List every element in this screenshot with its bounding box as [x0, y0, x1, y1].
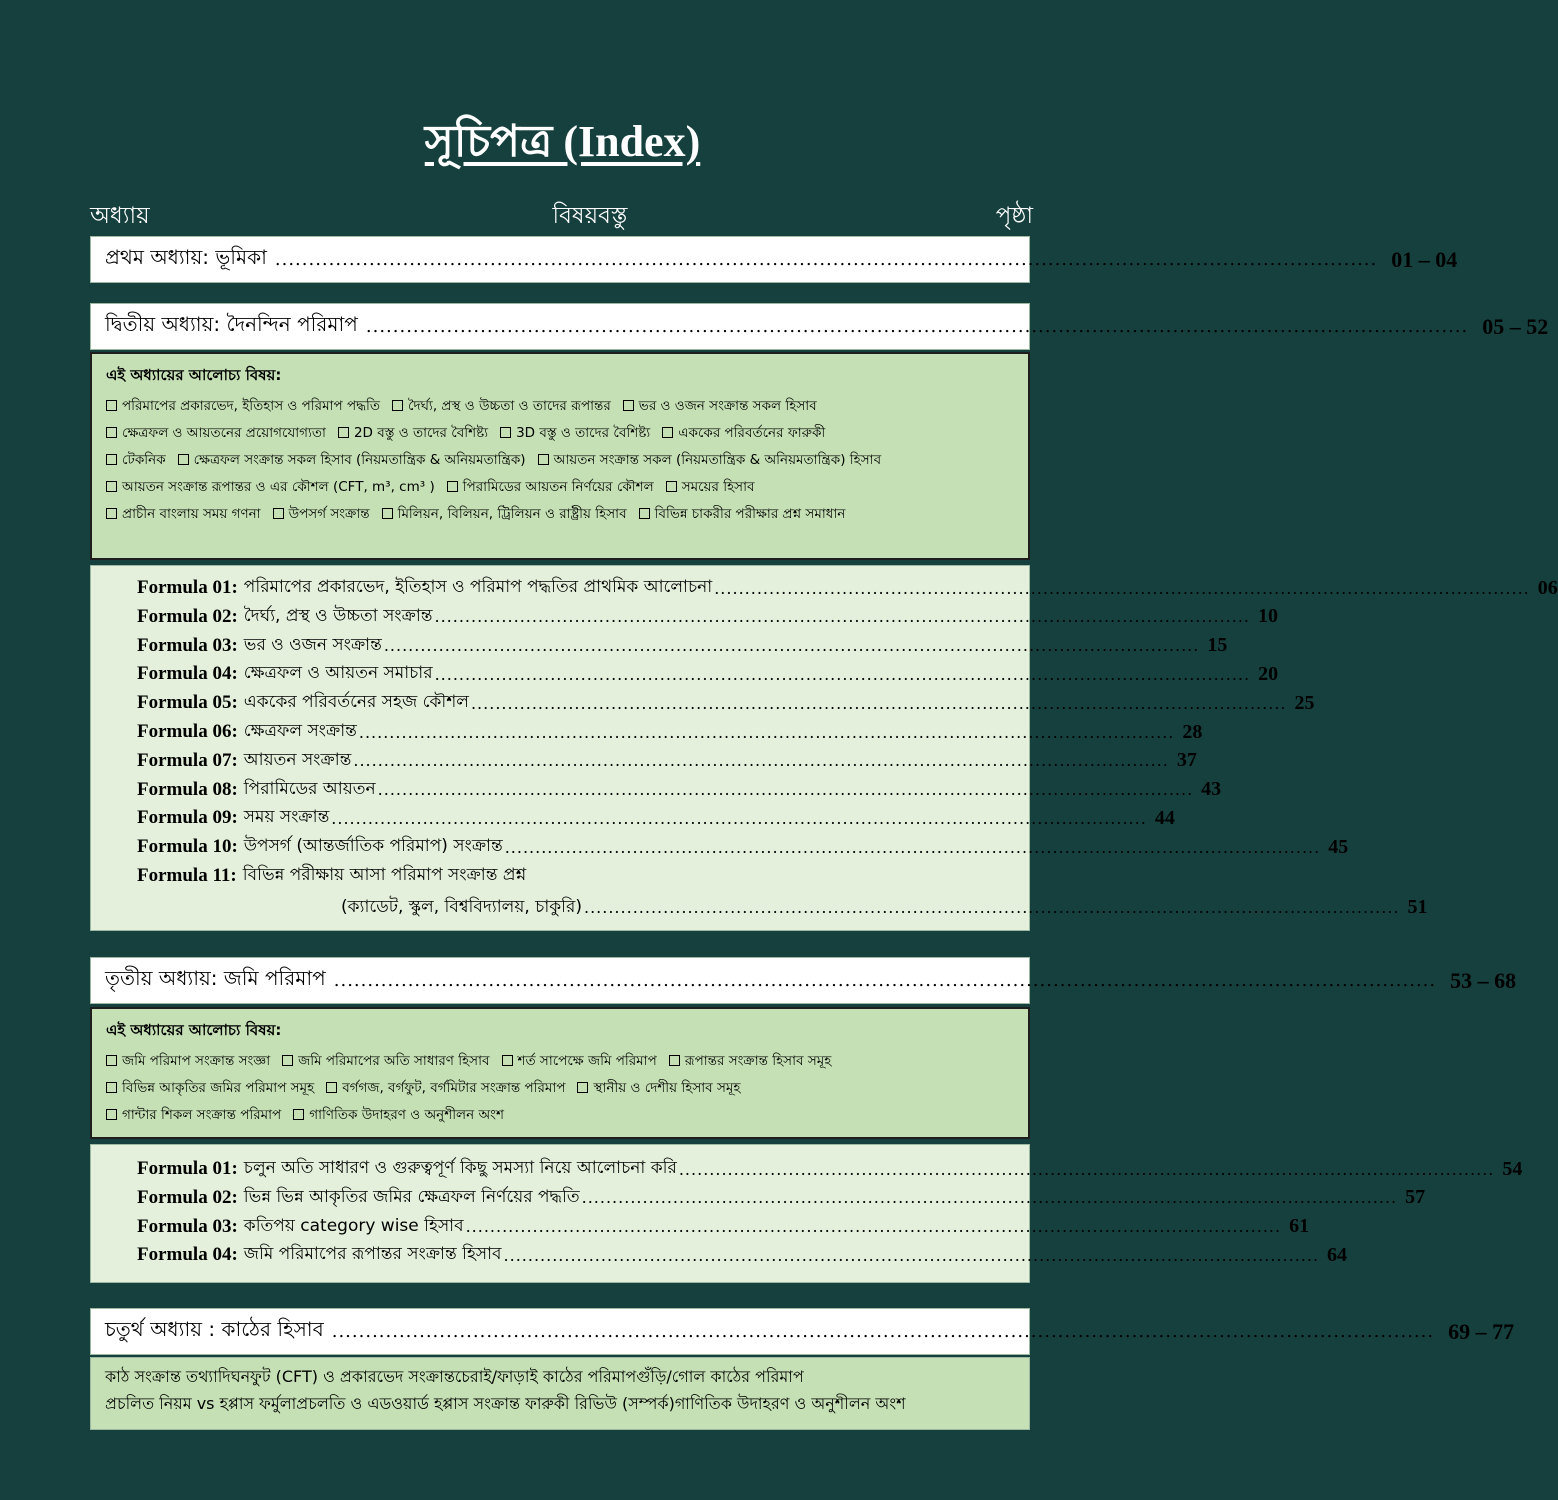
- formula-subtitle: (ক্যাডেট, স্কুল, বিশ্ববিদ্যালয়, চাকুরি): [341, 896, 582, 917]
- checkbox-icon: [502, 1055, 513, 1066]
- checkbox-icon: [273, 508, 284, 519]
- leader-dots: ....................................................................................................................................................................: [274, 249, 1378, 270]
- checkbox-icon: [662, 427, 673, 438]
- chapter-4-row[interactable]: [90, 1308, 1515, 1355]
- topic-item: [639, 506, 846, 522]
- formula-label: Formula 04:: [137, 1244, 238, 1266]
- formula-page: 37: [1176, 749, 1197, 772]
- checkbox-icon: [106, 454, 117, 465]
- topic-item: [669, 1053, 832, 1069]
- topic-text: এককের পরিবর্তনের ফারুকী: [678, 425, 826, 441]
- checkbox-icon: [282, 1055, 293, 1066]
- formula-label: Formula 08:: [137, 778, 238, 800]
- formula-label: Formula 06:: [137, 721, 238, 742]
- formula-page: 57: [1405, 1186, 1426, 1209]
- topic-text: গুঁড়ি/গোল কাঠের পরিমাপ: [636, 1367, 804, 1386]
- formula-label: Formula 07:: [137, 749, 238, 771]
- topic-list: [105, 1364, 1015, 1418]
- leader-dots: ......................................................................................................................................: [584, 898, 1400, 918]
- formula-row[interactable]: [137, 689, 1315, 717]
- formula-page: 43: [1201, 778, 1222, 801]
- leader-dots: ......................................................................................................................................: [504, 837, 1321, 857]
- topic-item: [447, 479, 654, 495]
- topic-item: [662, 425, 825, 441]
- formula-title: উপসর্গ (আন্তর্জাতিক পরিমাপ) সংক্রান্ত: [243, 836, 503, 857]
- leader-dots: ......................................................................................................................................: [353, 751, 1169, 771]
- formula-label: Formula 09:: [137, 807, 238, 829]
- topic-line: [106, 1102, 1014, 1129]
- leader-dots: ......................................................................................................................................: [581, 1188, 1398, 1208]
- checkbox-icon: [623, 400, 634, 411]
- topic-text: শর্ত সাপেক্ষে জমি পরিমাপ: [517, 1053, 657, 1069]
- formula-row[interactable]: [137, 776, 1222, 804]
- topic-item: [106, 479, 435, 495]
- formula-title: ভিন্ন ভিন্ন আকৃতির জমির ক্ষেত্রফল নির্ণয়ের পদ্ধতি: [243, 1186, 580, 1207]
- topics-heading: এই অধ্যায়ের আলোচ্য বিষয়:: [106, 1021, 282, 1039]
- page-title: সূচিপত্র (Index): [424, 117, 701, 166]
- topic-line: [106, 1075, 1014, 1102]
- formula-row[interactable]: [137, 718, 1203, 746]
- formula-row[interactable]: [137, 574, 1558, 602]
- leader-dots: ......................................................................................................................................: [434, 664, 1251, 684]
- formula-title: কতিপয় category wise হিসাব: [243, 1215, 464, 1236]
- topic-item: [106, 425, 326, 441]
- formula-row-continuation[interactable]: [335, 894, 1428, 922]
- topic-line: [106, 474, 1014, 501]
- column-header-chapter: অধ্যায়: [90, 203, 150, 229]
- formula-title: এককের পরিবর্তনের সহজ কৌশল: [243, 692, 469, 713]
- chapter-4-topics: [90, 1357, 1030, 1430]
- formula-title: ক্ষেত্রফল ও আয়তন সমাচার: [243, 663, 433, 684]
- topic-item: [577, 1080, 740, 1096]
- topic-text: বিভিন্ন আকৃতির জমির পরিমাপ সমূহ: [122, 1080, 315, 1096]
- topic-item: [106, 506, 261, 522]
- topic-text: ভর ও ওজন সংক্রান্ত সকল হিসাব: [638, 398, 817, 414]
- topic-line: [106, 393, 1014, 420]
- topic-text: বিভিন্ন চাকরীর পরীক্ষার প্রশ্ন সমাধান: [654, 506, 846, 522]
- chapter-3-title: তৃতীয় অধ্যায়: জমি পরিমাপ: [105, 966, 326, 990]
- chapter-2-title: দ্বিতীয় অধ্যায়: দৈনন্দিন পরিমাপ: [105, 312, 358, 336]
- formula-page: 45: [1328, 835, 1349, 858]
- chapter-1-row[interactable]: [90, 236, 1458, 283]
- formula-page: 64: [1327, 1243, 1348, 1266]
- checkbox-icon: [106, 1082, 117, 1093]
- chapter-4-pages: 69 – 77: [1448, 1318, 1515, 1344]
- formula-page: 20: [1258, 662, 1279, 685]
- checkbox-icon: [178, 454, 189, 465]
- checkbox-icon: [669, 1055, 680, 1066]
- formula-label: Formula 03:: [137, 1215, 238, 1237]
- topic-item: [106, 1080, 314, 1096]
- leader-dots: ......................................................................................................................................: [377, 780, 1194, 800]
- checkbox-icon: [666, 481, 677, 492]
- chapter-2-topics: [90, 352, 1030, 560]
- topic-text: কাঠ সংক্রান্ত তথ্যাদি: [105, 1367, 231, 1386]
- chapter-1-title: প্রথম অধ্যায়: ভূমিকা: [105, 245, 267, 269]
- checkbox-icon: [326, 1082, 337, 1093]
- formula-page: 44: [1154, 806, 1175, 829]
- leader-dots: ......................................................................................................................................: [383, 636, 1200, 656]
- topic-item: [106, 1107, 281, 1123]
- formula-row[interactable]: [137, 632, 1228, 660]
- checkbox-icon: [106, 1055, 117, 1066]
- formula-page: 28: [1182, 720, 1203, 743]
- topic-text: ক্ষেত্রফল সংক্রান্ত সকল হিসাব (নিয়মতান্ত্রিক & অনিয়মতান্ত্রিক): [193, 452, 526, 468]
- formula-row[interactable]: [137, 1213, 1310, 1241]
- leader-dots: ......................................................................................................................................: [358, 722, 1175, 742]
- leader-dots: ......................................................................................................................................: [503, 1245, 1320, 1265]
- formula-title: দৈর্ঘ্য, প্রস্থ ও উচ্চতা সংক্রান্ত: [243, 605, 433, 626]
- formula-row[interactable]: [137, 862, 1017, 890]
- topic-item: [500, 425, 650, 441]
- topic-item: [106, 452, 166, 468]
- topic-item: [538, 452, 882, 468]
- leader-dots: ......................................................................................................................................: [434, 607, 1250, 627]
- topic-text: পরিমাপের প্রকারভেদ, ইতিহাস ও পরিমাপ পদ্ধতি: [122, 398, 381, 414]
- formula-label: Formula 03:: [137, 634, 238, 656]
- formula-label: Formula 11:: [137, 865, 237, 886]
- formula-page: 51: [1407, 896, 1428, 919]
- topic-text: জমি পরিমাপ সংক্রান্ত সংজ্ঞা: [122, 1053, 271, 1069]
- topic-text: টেকনিক: [122, 452, 166, 468]
- topic-item: [231, 1367, 455, 1386]
- topic-line: [106, 420, 1014, 447]
- leader-dots: ......................................................................................................................................: [714, 578, 1530, 598]
- topic-item: [282, 1053, 489, 1069]
- chapter-3-topics: [90, 1007, 1030, 1139]
- leader-dots: ......................................................................................................................................: [470, 693, 1287, 713]
- formula-page: 25: [1294, 691, 1315, 714]
- topic-text: প্রাচীন বাংলায় সময় গণনা: [122, 506, 261, 522]
- topic-text: গান্টার শিকল সংক্রান্ত পরিমাপ: [122, 1107, 282, 1123]
- chapter-2-pages: 05 – 52: [1482, 313, 1549, 339]
- topic-text: রূপান্তর সংক্রান্ত হিসাব সমূহ: [684, 1053, 832, 1069]
- checkbox-icon: [639, 508, 650, 519]
- topic-item: [623, 398, 817, 414]
- checkbox-icon: [106, 508, 117, 519]
- formula-page: 06: [1537, 576, 1558, 599]
- topic-line: [105, 1391, 1015, 1418]
- checkbox-icon: [338, 427, 349, 438]
- leader-dots: ....................................................................................................................................................................: [331, 1321, 1435, 1342]
- checkbox-icon: [106, 1109, 117, 1120]
- checkbox-icon: [293, 1109, 304, 1120]
- checkbox-icon: [382, 508, 393, 519]
- topic-text: মিলিয়ন, বিলিয়ন, ট্রিলিয়ন ও রাষ্ট্রীয় হিসাব: [397, 506, 627, 522]
- topics-heading: এই অধ্যায়ের আলোচ্য বিষয়:: [106, 366, 282, 384]
- column-header-page: পৃষ্ঠা: [995, 203, 1033, 229]
- topic-text: চেরাই/ফাড়াই কাঠের পরিমাপ: [454, 1367, 637, 1386]
- column-header-content: বিষয়বস্তু: [552, 203, 628, 229]
- checkbox-icon: [577, 1082, 588, 1093]
- topic-text: আয়তন সংক্রান্ত রূপান্তর ও এর কৌশল (CFT, m³, cm³ ): [122, 479, 435, 495]
- topic-text: ঘনফুট (CFT) ও প্রকারভেদ সংক্রান্ত: [230, 1367, 455, 1386]
- topic-item: [293, 1107, 504, 1123]
- formula-label: Formula 05:: [137, 692, 238, 714]
- formula-title: ক্ষেত্রফল সংক্রান্ত: [243, 721, 357, 741]
- topic-line: [106, 447, 1014, 474]
- chapter-3-row[interactable]: [90, 957, 1517, 1004]
- topic-text: গাণিতিক উদাহরণ ও অনুশীলন অংশ: [309, 1107, 504, 1123]
- chapter-3-pages: 53 – 68: [1450, 967, 1517, 993]
- formula-page: 10: [1258, 605, 1278, 628]
- topic-item: [273, 506, 370, 522]
- topic-text: জমি পরিমাপের অতি সাধারণ হিসাব: [298, 1053, 490, 1069]
- formula-title: চলুন অতি সাধারণ ও গুরুত্বপূর্ণ কিছু সমস্যা নিয়ে আলোচনা করি: [243, 1158, 677, 1178]
- chapter-4-title: চতুর্থ অধ্যায় : কাঠের হিসাব: [105, 1317, 324, 1341]
- topic-text: স্থানীয় ও দেশীয় হিসাব সমূহ: [593, 1080, 741, 1096]
- formula-row[interactable]: [137, 1184, 1426, 1212]
- topic-item: [675, 1394, 906, 1413]
- leader-dots: ......................................................................................................................................: [678, 1159, 1495, 1179]
- formula-page: 15: [1207, 634, 1228, 657]
- formula-row[interactable]: [137, 747, 1197, 775]
- formula-row[interactable]: [137, 804, 1175, 832]
- formula-title: ভর ও ওজন সংক্রান্ত: [243, 634, 382, 655]
- topic-item: [105, 1394, 296, 1413]
- topic-list: [106, 1048, 1014, 1129]
- topic-item: [178, 452, 526, 468]
- leader-dots: ....................................................................................................................................................................: [333, 970, 1437, 991]
- formula-title: জমি পরিমাপের রূপান্তর সংক্রান্ত হিসাব: [243, 1244, 502, 1265]
- topic-text: গাণিতিক উদাহরণ ও অনুশীলন অংশ: [674, 1394, 906, 1413]
- topic-text: 2D বস্তু ও তাদের বৈশিষ্ট্য: [353, 425, 489, 441]
- checkbox-icon: [106, 427, 117, 438]
- topic-text: পিরামিডের আয়তন নির্ণয়ের কৌশল: [462, 479, 654, 495]
- topic-item: [326, 1080, 565, 1096]
- topic-text: সময়ের হিসাব: [681, 479, 755, 495]
- topic-text: আয়তন সংক্রান্ত সকল (নিয়মতান্ত্রিক & অনিয়মতান্ত্রিক) হিসাব: [553, 452, 882, 468]
- topic-text: 3D বস্তু ও তাদের বৈশিষ্ট্য: [516, 425, 651, 441]
- chapter-1-pages: 01 – 04: [1391, 246, 1458, 272]
- formula-title: পরিমাপের প্রকারভেদ, ইতিহাস ও পরিমাপ পদ্ধতির প্রাথমিক আলোচনা: [243, 577, 713, 597]
- topic-item: [338, 425, 488, 441]
- topic-item: [382, 506, 627, 522]
- topic-item: [105, 1367, 231, 1386]
- formula-label: Formula 01:: [137, 577, 238, 598]
- leader-dots: ....................................................................................................................................................................: [365, 316, 1469, 337]
- formula-row[interactable]: [137, 603, 1278, 631]
- topic-item: [636, 1367, 804, 1386]
- topic-line: [105, 1364, 1015, 1391]
- chapter-2-row[interactable]: [90, 303, 1549, 350]
- topic-line: [106, 1048, 1014, 1075]
- leader-dots: ......................................................................................................................................: [465, 1217, 1282, 1237]
- topic-text: দৈর্ঘ্য, প্রস্থ ও উচ্চতা ও তাদের রূপান্তর: [408, 398, 611, 414]
- formula-row[interactable]: [137, 660, 1279, 688]
- topic-list: [106, 393, 1014, 528]
- topic-text: ক্ষেত্রফল ও আয়তনের প্রয়োগযোগ্যতা: [122, 425, 326, 441]
- checkbox-icon: [106, 481, 117, 492]
- formula-label: Formula 02:: [137, 1186, 238, 1208]
- formula-row[interactable]: [137, 833, 1349, 861]
- formula-page: 54: [1502, 1157, 1523, 1180]
- checkbox-icon: [447, 481, 458, 492]
- formula-title: সময় সংক্রান্ত: [243, 807, 330, 828]
- formula-title: পিরামিডের আয়তন: [243, 778, 376, 799]
- topic-text: বর্গগজ, বর্গফুট, বর্গমিটার সংক্রান্ত পরিমাপ: [342, 1080, 566, 1096]
- topic-item: [106, 398, 380, 414]
- topic-item: [502, 1053, 657, 1069]
- formula-label: Formula 04:: [137, 663, 238, 685]
- topic-item: [296, 1394, 675, 1413]
- formula-title: বিভিন্ন পরীক্ষায় আসা পরিমাপ সংক্রান্ত প্রশ্ন: [242, 865, 527, 885]
- chapter-3-formula-list: [90, 1144, 1523, 1283]
- formula-label: Formula 10:: [137, 836, 238, 858]
- checkbox-icon: [500, 427, 511, 438]
- topic-item: [392, 398, 611, 414]
- checkbox-icon: [538, 454, 549, 465]
- topic-item: [106, 1053, 270, 1069]
- topic-text: প্রচলতি ও এডওয়ার্ড হপ্পাস সংক্রান্ত ফারুকী রিভিউ (সম্পর্ক): [296, 1394, 675, 1413]
- topic-item: [455, 1367, 636, 1386]
- chapter-2-formula-list: [90, 565, 1558, 931]
- topic-text: প্রচলিত নিয়ম vs হপ্পাস ফর্মুলা: [105, 1394, 297, 1413]
- topic-item: [666, 479, 755, 495]
- leader-dots: ......................................................................................................................................: [331, 808, 1147, 828]
- topic-text: উপসর্গ সংক্রান্ত: [288, 506, 370, 522]
- formula-title: আয়তন সংক্রান্ত: [243, 749, 352, 770]
- formula-page: 61: [1289, 1215, 1310, 1238]
- formula-row[interactable]: [137, 1241, 1348, 1269]
- checkbox-icon: [392, 400, 403, 411]
- formula-row[interactable]: [137, 1155, 1523, 1183]
- checkbox-icon: [106, 400, 117, 411]
- formula-label: Formula 01:: [137, 1158, 238, 1179]
- topic-line: [106, 501, 1014, 528]
- formula-label: Formula 02:: [137, 605, 238, 627]
